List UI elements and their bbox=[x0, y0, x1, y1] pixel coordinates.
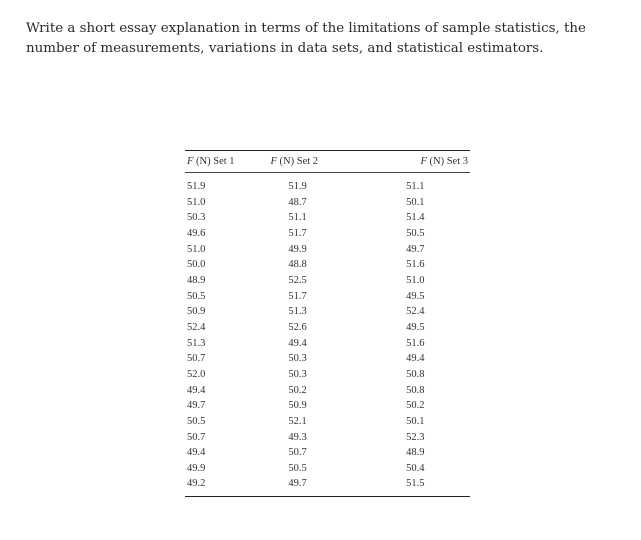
cell-set-3: 51.6 bbox=[406, 337, 425, 349]
cell-set-3: 50.2 bbox=[406, 400, 425, 412]
table-row bbox=[185, 476, 470, 496]
table-header-row bbox=[185, 151, 470, 173]
cell-set-1: 51.0 bbox=[187, 196, 206, 208]
cell-set-2: 48.8 bbox=[288, 259, 307, 271]
table-row bbox=[185, 257, 470, 273]
force-measurements-table bbox=[185, 150, 470, 497]
cell-set-1: 49.9 bbox=[187, 462, 206, 474]
cell-set-3: 49.5 bbox=[406, 290, 425, 302]
column-header-set-2: F (N) Set 2 bbox=[258, 151, 330, 173]
cell-set-1: 52.0 bbox=[187, 368, 206, 380]
cell-set-3: 51.4 bbox=[406, 212, 425, 224]
table-row bbox=[185, 398, 470, 414]
cell-set-2: 51.7 bbox=[288, 227, 307, 239]
cell-set-2: 50.7 bbox=[288, 447, 307, 459]
cell-set-1: 49.2 bbox=[185, 476, 258, 496]
table-row bbox=[185, 367, 470, 383]
cell-set-1: 50.0 bbox=[187, 259, 206, 271]
table-row bbox=[185, 430, 470, 446]
table-row bbox=[185, 320, 470, 336]
cell-set-3: 50.1 bbox=[406, 415, 425, 427]
cell-set-1: 49.4 bbox=[187, 447, 206, 459]
cell-set-1: 51.3 bbox=[187, 337, 206, 349]
cell-set-3: 51.6 bbox=[406, 259, 425, 271]
cell-set-2: 49.7 bbox=[258, 476, 330, 496]
cell-set-3: 50.8 bbox=[406, 384, 425, 396]
table-row bbox=[185, 414, 470, 430]
cell-set-1: 48.9 bbox=[187, 274, 206, 286]
question-prompt: Write a short essay explanation in terms of the limitations of sample statistics, the number of measurements, variations in data sets, and statistical estimators. bbox=[26, 21, 586, 56]
cell-set-3: 52.4 bbox=[406, 306, 425, 318]
column-header-set-3: F (N) Set 3 bbox=[330, 151, 470, 173]
table-row bbox=[185, 226, 470, 242]
cell-set-2: 51.3 bbox=[288, 306, 307, 318]
cell-set-2: 51.1 bbox=[288, 212, 307, 224]
table-row bbox=[185, 336, 470, 352]
cell-set-2: 50.9 bbox=[288, 400, 307, 412]
cell-set-1: 51.9 bbox=[187, 181, 206, 192]
cell-set-3: 50.8 bbox=[406, 368, 425, 380]
cell-set-1: 50.9 bbox=[187, 306, 206, 318]
table-row bbox=[185, 461, 470, 477]
table-body bbox=[185, 173, 470, 497]
cell-set-2: 51.7 bbox=[288, 290, 307, 302]
cell-set-2: 52.1 bbox=[288, 415, 307, 427]
cell-set-3: 50.5 bbox=[406, 227, 425, 239]
table-row bbox=[185, 383, 470, 399]
cell-set-2: 52.6 bbox=[288, 321, 307, 333]
cell-set-3: 50.4 bbox=[406, 462, 425, 474]
cell-set-2: 49.3 bbox=[288, 431, 307, 443]
cell-set-1: 51.0 bbox=[187, 243, 206, 255]
table-row bbox=[185, 210, 470, 226]
cell-set-3: 52.3 bbox=[406, 431, 425, 443]
cell-set-2: 50.5 bbox=[288, 462, 307, 474]
table-row bbox=[185, 445, 470, 461]
cell-set-2: 48.7 bbox=[288, 196, 307, 208]
cell-set-1: 50.5 bbox=[187, 290, 206, 302]
cell-set-3: 49.4 bbox=[406, 353, 425, 365]
cell-set-3: 50.1 bbox=[406, 196, 425, 208]
cell-set-3: 51.0 bbox=[406, 274, 425, 286]
cell-set-1: 52.4 bbox=[187, 321, 206, 333]
table-row bbox=[185, 351, 470, 367]
cell-set-1: 50.7 bbox=[187, 353, 206, 365]
force-measurements-table-container bbox=[185, 150, 470, 497]
cell-set-3: 51.5 bbox=[330, 476, 470, 496]
cell-set-2: 49.4 bbox=[288, 337, 307, 349]
cell-set-3: 49.5 bbox=[406, 321, 425, 333]
cell-set-2: 51.9 bbox=[288, 181, 307, 192]
table-row bbox=[185, 173, 470, 195]
column-header-set-1: F (N) Set 1 bbox=[185, 151, 258, 173]
table-row bbox=[185, 242, 470, 258]
cell-set-2: 50.3 bbox=[288, 353, 307, 365]
table-row bbox=[185, 273, 470, 289]
cell-set-2: 50.3 bbox=[288, 368, 307, 380]
cell-set-2: 52.5 bbox=[288, 274, 307, 286]
cell-set-1: 49.4 bbox=[187, 384, 206, 396]
cell-set-1: 49.7 bbox=[187, 400, 206, 412]
table-row bbox=[185, 304, 470, 320]
cell-set-2: 49.9 bbox=[288, 243, 307, 255]
cell-set-1: 50.3 bbox=[187, 212, 206, 224]
table-row bbox=[185, 195, 470, 211]
cell-set-2: 50.2 bbox=[288, 384, 307, 396]
cell-set-3: 51.1 bbox=[406, 181, 425, 192]
cell-set-1: 49.6 bbox=[187, 227, 206, 239]
cell-set-1: 50.5 bbox=[187, 415, 206, 427]
cell-set-3: 49.7 bbox=[406, 243, 425, 255]
cell-set-1: 50.7 bbox=[187, 431, 206, 443]
cell-set-3: 48.9 bbox=[406, 447, 425, 459]
table-row bbox=[185, 289, 470, 305]
